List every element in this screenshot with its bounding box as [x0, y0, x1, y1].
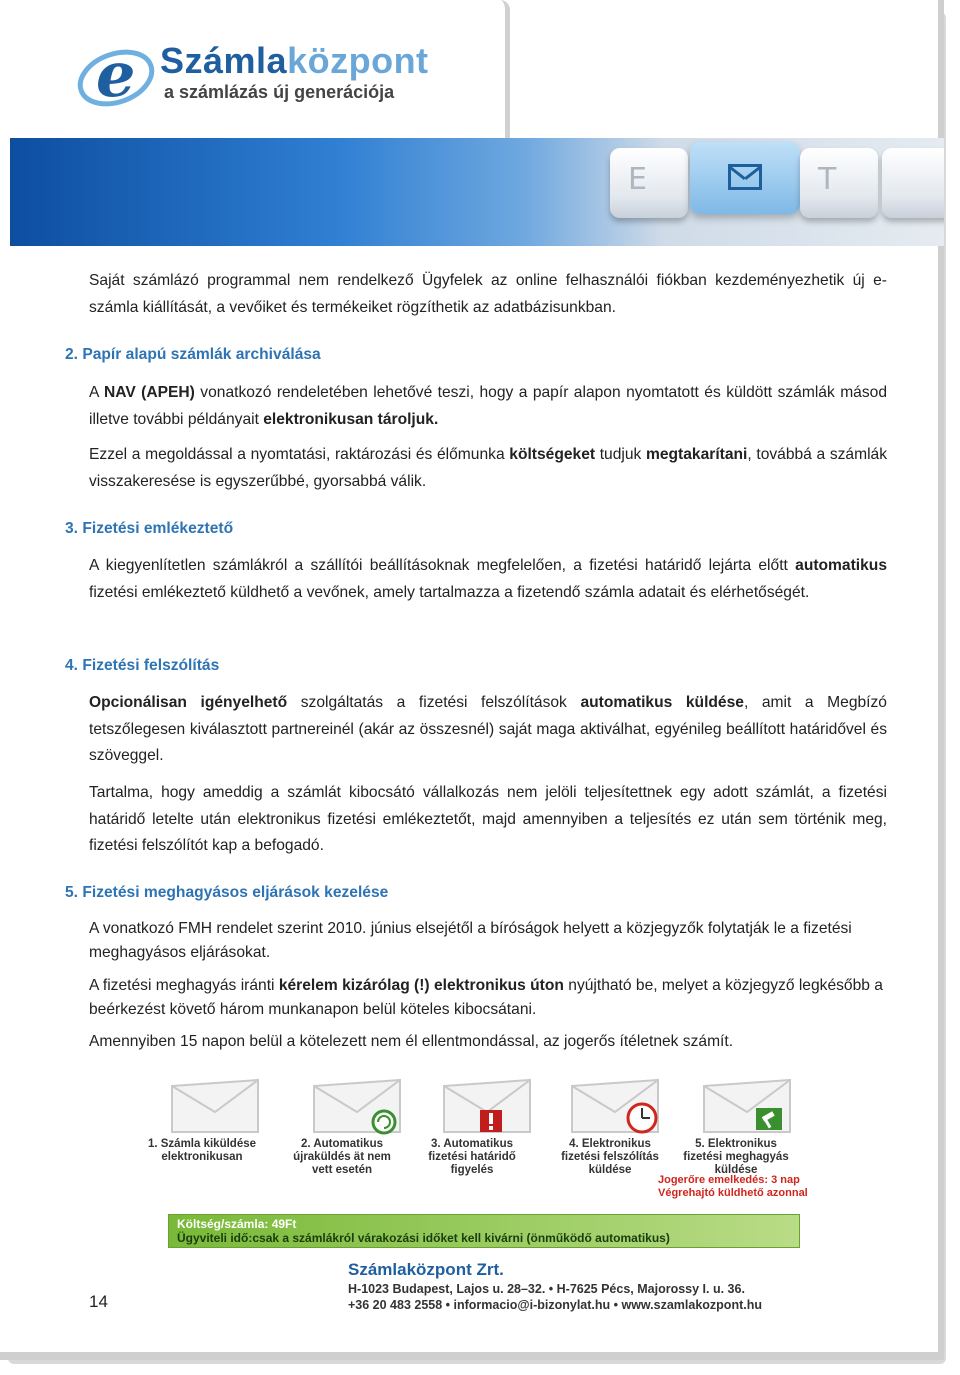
envelope-icon: [728, 164, 762, 190]
key-letter: E: [628, 162, 647, 197]
logo-title-light: központ: [287, 40, 429, 81]
envelope-refresh-icon: [310, 1076, 404, 1136]
key-letter: T: [818, 162, 837, 197]
paragraph-request: A fizetési meghagyás iránti kérelem kizárólag (!) elektronikus úton nyújtható be, melyet a közjegyző legkésőbb a beérkezést követő három munkanapon belül köteles kibocsátani.: [89, 977, 883, 1018]
step-label-3: 3. Automatikus fizetési határidő figyelés: [428, 1138, 516, 1176]
section-heading-5: 5. Fizetési meghagyásos eljárások kezelése: [65, 884, 389, 901]
keyboard-key: [800, 148, 878, 218]
paragraph-demand: Opcionálisan igényelhető szolgáltatás a fizetési felszólítások automatikus küldése, amit a Megbízó tetszőlegesen kiválasztott partnereinél (akár az összesnél) saját maga aktiválhat, egyénileg beállított határidővel és szöveggel.: [89, 694, 887, 764]
step-label-2: 2. Automatikus újraküldés ät nem vett esetén: [293, 1138, 391, 1176]
logo-subtitle: a számlázás új generációja: [164, 82, 395, 102]
legal-force-line-1: Jogerőre emelkedés: 3 nap: [658, 1174, 800, 1186]
section-heading-3: 3. Fizetési emlékeztető: [65, 520, 234, 537]
paragraph-final: Amennyiben 15 napon belül a kötelezett nem él ellentmondással, az jogerős ítéletnek számít.: [89, 1033, 734, 1050]
paragraph-savings: Ezzel a megoldással a nyomtatási, raktározási és élőmunka költségeket tudjuk megtakarítani, továbbá a számlák visszakeresése is egyszerűbbé, gyorsabbá válik.: [89, 446, 888, 490]
logo-letter: e: [96, 38, 136, 110]
step-label-1: 1. Számla kiküldése elektronikusan: [147, 1138, 257, 1163]
header-banner: [10, 138, 944, 246]
cost-box: [168, 1214, 800, 1248]
keyboard-key: [610, 148, 688, 218]
section-heading-2: 2. Papír alapú számlák archiválása: [65, 346, 321, 363]
step-label-5: 5. Elektronikus fizetési meghagyás küldése: [683, 1138, 789, 1176]
cost-line: Költség/számla: 49Ft: [177, 1217, 297, 1231]
keyboard-key: [882, 148, 944, 218]
logo-title-bold: Számla: [160, 40, 288, 81]
step-label-4: 4. Elektronikus fizetési felszólítás küldése: [561, 1138, 659, 1176]
process-illustration: [140, 1066, 840, 1316]
legal-force-line-2: Végrehajtó küldhető azonnal: [658, 1187, 808, 1199]
mail-key: [690, 142, 800, 214]
paragraph-nav: A NAV (APEH) vonatkozó rendeletében lehetővé teszi, hogy a papír alapon nyomtatott és küldött számlák másod illetve további példányait elektronikusan tároljuk.: [89, 384, 887, 428]
paragraph-reminder: A kiegyenlítetlen számlákról a szállítói beállításoknak megfelelően, a fizetési határidő lejárta előtt automatikus fizetési emlékeztető küldhető a vevőnek, amely tartalmazza a fizetendő számla adatait és elérhetőségét.: [89, 557, 887, 601]
envelope-alert-icon: [440, 1076, 534, 1136]
envelope-icon: [168, 1076, 262, 1136]
paragraph-content: Tartalma, hogy ameddig a számlát kibocsátó vállalkozás nem jelöli teljesítettnek egy adott számlát, a fizetési határidő letelte után elektronikus fizetési emlékeztetőt, majd amennyiben a teljesítés ez után sem történik meg, fizetési felszólítót kap a befogadó.: [89, 784, 887, 854]
envelope-clock-icon: [568, 1076, 662, 1136]
page-number: 14: [89, 1292, 108, 1311]
paragraph-fmh: A vonatkozó FMH rendelet szerint 2010. június elsejétől a bíróságok helyett a közjegyzők folytatják le a fizetési meghagyásos eljárásokat.: [89, 920, 852, 961]
legal-force-note: [658, 1174, 808, 1200]
paragraph-intro: Saját számlázó programmal nem rendelkező Ügyfelek az online felhasználói fiókban kezdeményezhetik új e-számla kiállítását, a vevőiket és termékeiket rögzíthetik az adatbázisunkban.: [89, 272, 887, 316]
logo: [76, 36, 496, 116]
logo-e-icon: [76, 38, 156, 110]
admin-time-line: Ügyviteli idő:csak a számlákról várakozási időket kell kivárni (önműködő automatikus): [177, 1231, 670, 1245]
logo-title: [160, 40, 429, 82]
envelope-gavel-icon: [700, 1076, 794, 1136]
company-address-1: H-1023 Budapest, Lajos u. 28–32. • H-7625 Pécs, Majorossy I. u. 36.: [348, 1282, 745, 1296]
section-heading-4: 4. Fizetési felszólítás: [65, 657, 220, 674]
company-name: Számlaközpont Zrt.: [348, 1260, 504, 1279]
company-address-2: +36 20 483 2558 • informacio@i-bizonylat.hu • www.szamlakozpont.hu: [348, 1298, 762, 1312]
